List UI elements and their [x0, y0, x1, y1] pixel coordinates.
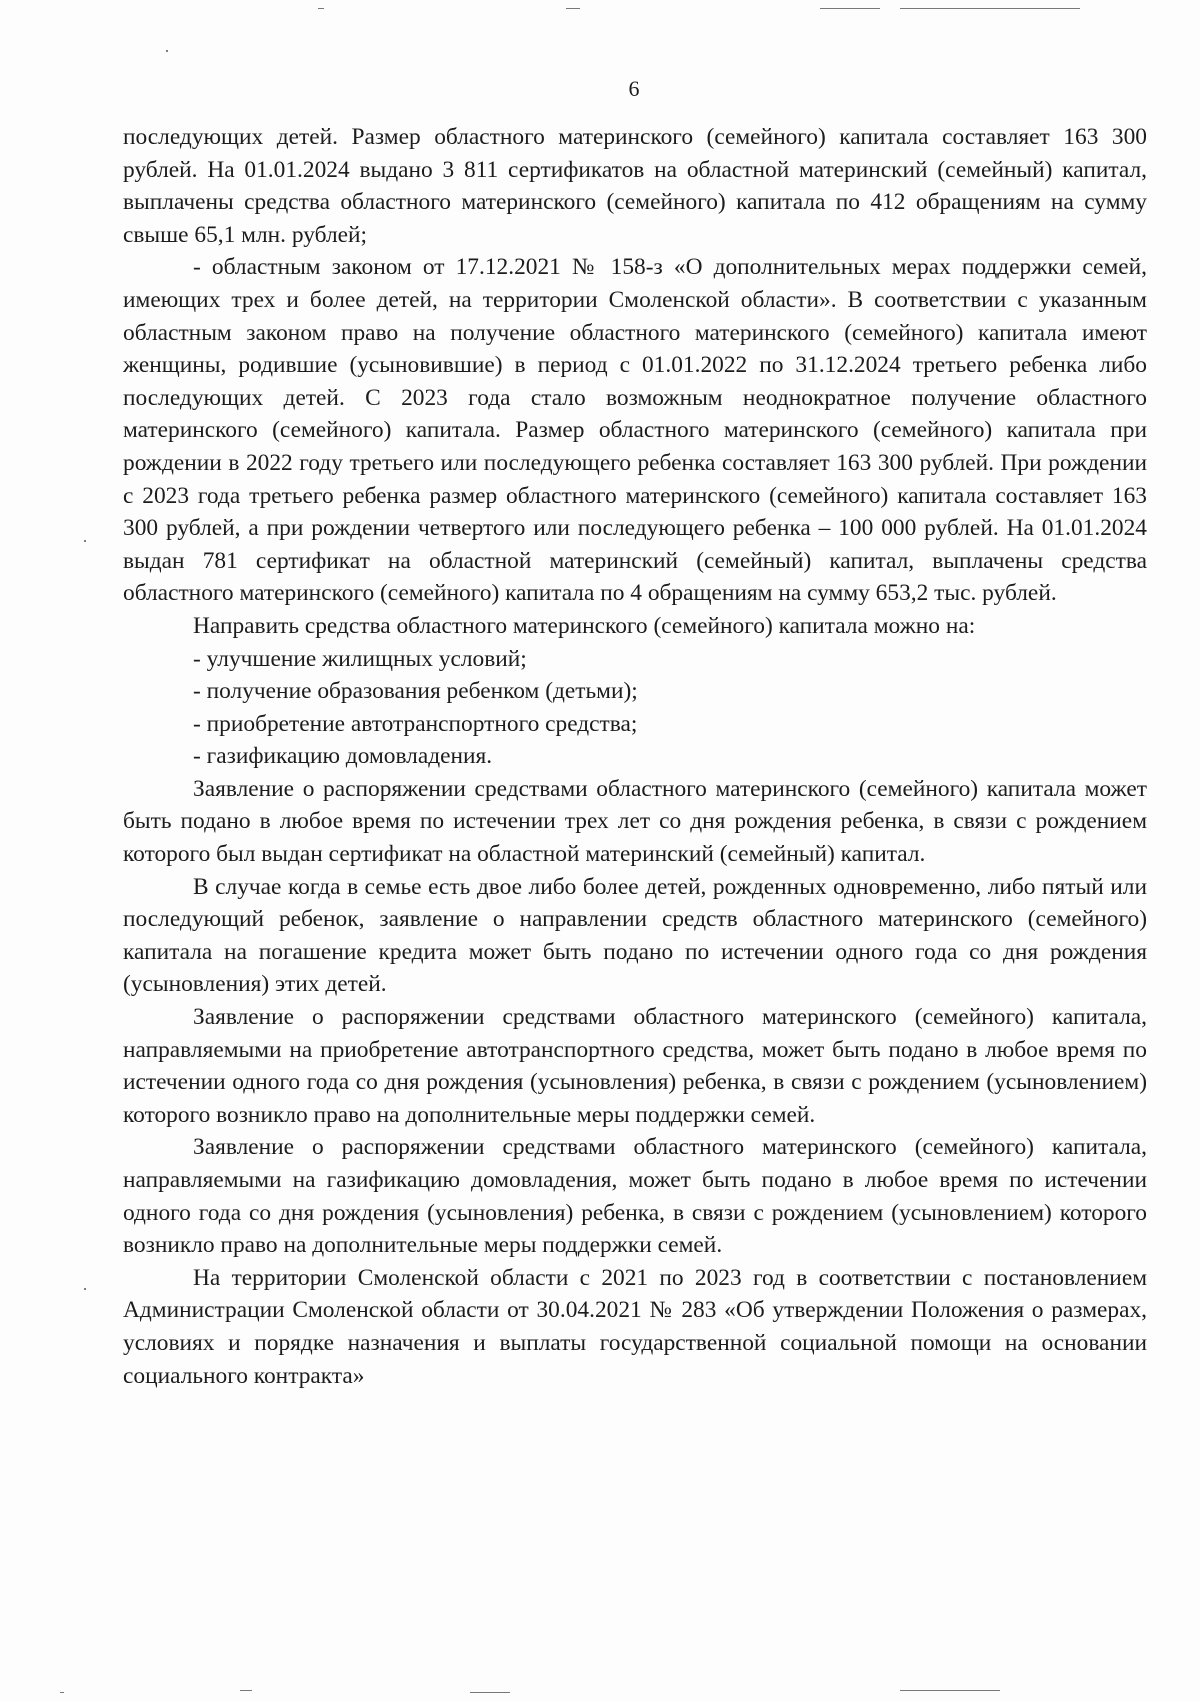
- scan-mark: [900, 8, 1080, 9]
- scan-speck: [84, 540, 86, 542]
- scan-mark: [900, 1690, 1000, 1691]
- scan-mark: [820, 8, 880, 9]
- scan-speck: [166, 50, 168, 52]
- scan-mark: [470, 1692, 510, 1693]
- page-number: 6: [628, 76, 640, 101]
- paragraph: Заявление о распоряжении средствами областного материнского (семейного) капитала, направляемыми на приобретение автотранспортного средства, может быть подано в любое время по истечении одного года со дня рождения (усыновления) ребенка, в связи с рождением (усыновлением) которого возникло право на дополнительные меры поддержки семей.: [123, 1004, 1147, 1128]
- paragraph: На территории Смоленской области с 2021 по 2023 год в соответствии с постановлением Администрации Смоленской области от 30.04.2021 № 283 «Об утверждении Положения о размерах, условиях и порядке назначения и выплаты государственной социальной помощи на основании социального контракта»: [123, 1264, 1147, 1389]
- list-item: - газификацию домовладения.: [193, 743, 493, 770]
- paragraph: Заявление о распоряжении средствами областного материнского (семейного) капитала может быть подано в любое время по истечении трех лет со дня рождения ребенка, в связи с рождением которого был выдан сертификат на областной материнский (семейный) капитал.: [123, 775, 1147, 868]
- list-item: - приобретение автотранспортного средства;: [193, 710, 638, 737]
- list-item: - получение образования ребенком (детьми);: [193, 678, 638, 705]
- list-item: - улучшение жилищных условий;: [193, 645, 527, 672]
- paragraph: - областным законом от 17.12.2021 № 158-з «О дополнительных мерах поддержки семей, имеющих трех и более детей, на территории Смоленской области». В соответствии с указанным областным законом право на получение областного материнского (семейного) капитала имеют женщины, родившие (усыновившие) в период с 01.01.2022 по 31.12.2024 третьего ребенка либо последующих детей. С 2023 года стало возможным неоднократное получение областного материнского (семейного) капитала. Размер областного материнского (семейного) капитала при рождении в 2022 году третьего или последующего ребенка составляет 163 300 рублей. При рождении с 2023 года третьего ребенка размер областного материнского (семейного) капитала составляет 163 300 рублей, а при рождении четвертого или последующего ребенка – 100 000 рублей. На 01.01.2024 выдан 781 сертификат на областной материнский (семейный) капитал, выплачены средства областного материнского (семейного) капитала по 4 обращениям на сумму 653,2 тыс. рублей.: [123, 254, 1147, 607]
- paragraph: Заявление о распоряжении средствами областного материнского (семейного) капитала, направляемыми на газификацию домовладения, может быть подано в любое время по истечении одного года со дня рождения (усыновления) ребенка, в связи с рождением (усыновлением) которого возникло право на дополнительные меры поддержки семей.: [123, 1134, 1147, 1259]
- scan-mark: [60, 1692, 64, 1693]
- scan-mark: [240, 1690, 252, 1691]
- paragraph: последующих детей. Размер областного материнского (семейного) капитала составляет 163 300 рублей. На 01.01.2024 выдано 3 811 сертификатов на областной материнский (семейный) капитал, выплачены средства областного материнского (семейного) капитала по 412 обращениям на сумму свыше 65,1 млн. рублей;: [123, 124, 1147, 248]
- scan-speck: [84, 1288, 86, 1290]
- body-text: [123, 121, 1147, 1392]
- scan-mark: [566, 8, 580, 9]
- scan-mark: [318, 8, 324, 9]
- paragraph: В случае когда в семье есть двое либо более детей, рожденных одновременно, либо пятый или последующий ребенок, заявление о направлении средств областного материнского (семейного) капитала на погашение кредита может быть подано по истечении одного года со дня рождения (усыновления) этих детей.: [123, 873, 1147, 998]
- paragraph: Направить средства областного материнского (семейного) капитала можно на:: [193, 612, 976, 639]
